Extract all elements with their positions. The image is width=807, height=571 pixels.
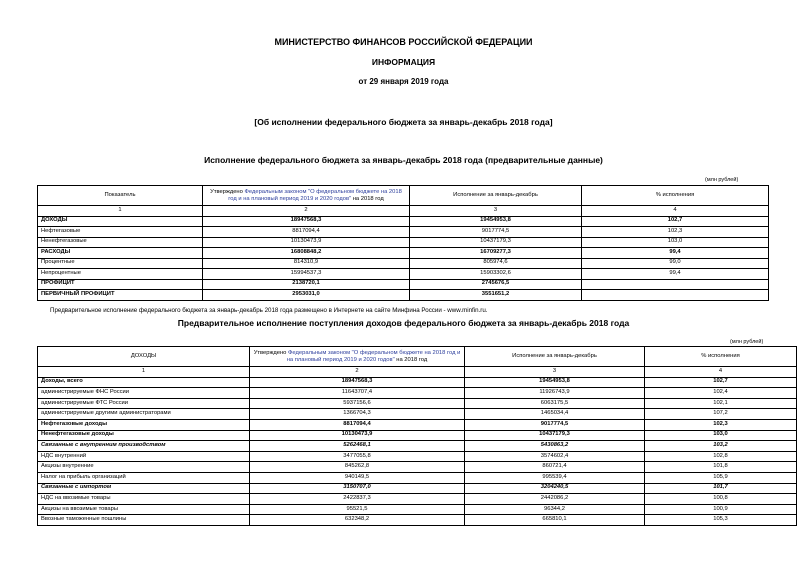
executed-value: 19454953,8 [465, 377, 645, 388]
row-name: ПЕРВИЧНЫЙ ПРОФИЦИТ [38, 290, 203, 301]
table2-body [38, 377, 797, 525]
table-row [38, 430, 797, 441]
percent-value: 102,7 [645, 377, 797, 388]
percent-value: 99,4 [582, 269, 769, 280]
table-row [38, 409, 797, 420]
column-number: 3 [465, 367, 645, 378]
approved-value: 2953031,0 [203, 290, 410, 301]
header-approved: Утверждено Федеральным законом "О федеральном бюджете на 2018 год и на плановый период 2019 и 2020 годов" на 2018 год [203, 186, 410, 206]
table1-title: Исполнение федерального бюджета за январь-декабрь 2018 года (предварительные данные) [204, 155, 603, 165]
header-approved: Утверждено Федеральным законом "О федеральном бюджете на 2018 год и на плановый период 2019 и 2020 годов" на 2018 год [250, 347, 465, 367]
row-name: Непроцентные [38, 269, 203, 280]
row-name: Налог на прибыль организаций [38, 472, 250, 483]
percent-value: 99,0 [582, 258, 769, 269]
percent-value: 103,2 [645, 441, 797, 452]
approved-value: 11643707,4 [250, 388, 465, 399]
approved-value: 16808848,2 [203, 248, 410, 259]
percent-value: 103,0 [645, 430, 797, 441]
header-percent: % исполнения [645, 347, 797, 367]
revenue-execution-table [37, 346, 797, 526]
table-row [38, 462, 797, 473]
row-name: администрируемые ФТС России [38, 398, 250, 409]
row-name: Процентные [38, 258, 203, 269]
row-name: Ненефтегазовые [38, 237, 203, 248]
approved-value: 940149,5 [250, 472, 465, 483]
row-name: Связанные с внутренним производством [38, 441, 250, 452]
executed-value: 9017774,5 [465, 419, 645, 430]
executed-value: 995539,4 [465, 472, 645, 483]
row-name: Доходы, всего [38, 377, 250, 388]
table-row [38, 290, 769, 301]
approved-value: 3150707,0 [250, 483, 465, 494]
row-name: администрируемые ФНС России [38, 388, 250, 399]
row-name: Акцизы на ввозимые товары [38, 504, 250, 515]
column-number: 1 [38, 206, 203, 217]
approved-value: 3477055,8 [250, 451, 465, 462]
percent-value: 100,8 [645, 494, 797, 505]
executed-value: 3204240,5 [465, 483, 645, 494]
table-row [38, 237, 769, 248]
percent-value [582, 279, 769, 290]
executed-value: 10437179,3 [410, 237, 582, 248]
approved-value: 5262468,1 [250, 441, 465, 452]
column-number-row [38, 367, 797, 378]
executed-value: 3551651,2 [410, 290, 582, 301]
table2-title: Предварительное исполнение поступления доходов федерального бюджета за январь-декабрь 2018 года [177, 318, 630, 328]
percent-value: 102,8 [645, 451, 797, 462]
table-row [38, 504, 797, 515]
percent-value: 107,2 [645, 409, 797, 420]
table-row [38, 441, 797, 452]
executed-value: 1465034,4 [465, 409, 645, 420]
column-number: 2 [203, 206, 410, 217]
approved-value: 2138720,1 [203, 279, 410, 290]
row-name: ПРОФИЦИТ [38, 279, 203, 290]
percent-value: 103,0 [582, 237, 769, 248]
row-name: Ввозные таможенные пошлины [38, 515, 250, 526]
percent-value: 105,3 [645, 515, 797, 526]
table-row [38, 419, 797, 430]
percent-value: 102,1 [645, 398, 797, 409]
header-revenues: ДОХОДЫ [38, 347, 250, 367]
table-row [38, 227, 769, 238]
table-row [38, 388, 797, 399]
executed-value: 860721,4 [465, 462, 645, 473]
table-row [38, 279, 769, 290]
table-row [38, 258, 769, 269]
percent-value: 101,8 [645, 462, 797, 473]
approved-value: 95521,5 [250, 504, 465, 515]
approved-value: 15994537,3 [203, 269, 410, 280]
row-name: Акцизы внутренние [38, 462, 250, 473]
percent-value [582, 290, 769, 301]
approved-value: 1366704,3 [250, 409, 465, 420]
approved-value: 10130473,9 [250, 430, 465, 441]
executed-value: 2442086,2 [465, 494, 645, 505]
executed-value: 6063175,5 [465, 398, 645, 409]
table-row [38, 269, 769, 280]
header-percent: % исполнения [582, 186, 769, 206]
table-row [38, 377, 797, 388]
budget-execution-table [37, 185, 769, 301]
row-name: Нефтегазовые [38, 227, 203, 238]
row-name: ДОХОДЫ [38, 216, 203, 227]
row-name: администрируемые другими администраторами [38, 409, 250, 420]
row-name: Ненефтегазовые доходы [38, 430, 250, 441]
ministry-title: МИНИСТЕРСТВО ФИНАНСОВ РОССИЙСКОЙ ФЕДЕРАЦИИ [274, 37, 533, 47]
publication-note: Предварительное исполнение федерального бюджета за январь-декабрь 2018 года размещено в Интернете на сайте Минфина России - www.minfin.ru. [50, 307, 488, 314]
document-subject: [Об исполнении федерального бюджета за январь-декабрь 2018 года] [254, 117, 553, 127]
percent-value: 100,9 [645, 504, 797, 515]
table-header-row [38, 347, 797, 367]
table2-units: (млн рублей) [730, 339, 764, 345]
executed-value: 9017774,5 [410, 227, 582, 238]
table-row [38, 451, 797, 462]
table-row [38, 515, 797, 526]
executed-value: 11926743,9 [465, 388, 645, 399]
federal-law-link[interactable]: Федеральным законом "О федеральном бюджете на 2018 год и на плановый период 2019 и 2020 годов" [228, 188, 402, 202]
approved-value: 18947568,3 [203, 216, 410, 227]
table-header-row [38, 186, 769, 206]
approved-value: 2422837,3 [250, 494, 465, 505]
row-name: Связанные с импортом [38, 483, 250, 494]
approved-value: 814310,9 [203, 258, 410, 269]
row-name: НДС внутренний [38, 451, 250, 462]
executed-value: 2745676,5 [410, 279, 582, 290]
approved-value: 632348,2 [250, 515, 465, 526]
executed-value: 805974,6 [410, 258, 582, 269]
approved-value: 10130473,9 [203, 237, 410, 248]
column-number: 4 [582, 206, 769, 217]
column-number: 1 [38, 367, 250, 378]
header-executed: Исполнение за январь-декабрь [465, 347, 645, 367]
table-row [38, 248, 769, 259]
executed-value: 16709277,3 [410, 248, 582, 259]
executed-value: 19454953,8 [410, 216, 582, 227]
document-date: от 29 января 2019 года [358, 77, 449, 86]
percent-value: 102,3 [645, 419, 797, 430]
approved-value: 8817094,4 [250, 419, 465, 430]
row-name: РАСХОДЫ [38, 248, 203, 259]
column-number: 3 [410, 206, 582, 217]
table1-body [38, 216, 769, 300]
document-type: ИНФОРМАЦИЯ [371, 57, 436, 67]
header-executed: Исполнение за январь-декабрь [410, 186, 582, 206]
approved-value: 5937156,6 [250, 398, 465, 409]
percent-value: 102,7 [582, 216, 769, 227]
table-row [38, 398, 797, 409]
percent-value: 105,9 [645, 472, 797, 483]
federal-law-link[interactable]: Федеральным законом "О федеральном бюджете на 2018 год и на плановый период 2019 и 2020 годов" [286, 349, 461, 363]
executed-value: 3574602,4 [465, 451, 645, 462]
approved-value: 18947568,3 [250, 377, 465, 388]
executed-value: 10437179,3 [465, 430, 645, 441]
percent-value: 101,7 [645, 483, 797, 494]
table-row [38, 494, 797, 505]
approved-value: 8817094,4 [203, 227, 410, 238]
percent-value: 102,4 [645, 388, 797, 399]
column-number: 4 [645, 367, 797, 378]
column-number-row [38, 206, 769, 217]
approved-value: 845262,8 [250, 462, 465, 473]
table-row [38, 216, 769, 227]
percent-value: 102,3 [582, 227, 769, 238]
row-name: Нефтегазовые доходы [38, 419, 250, 430]
header-indicator: Показатель [38, 186, 203, 206]
executed-value: 96344,2 [465, 504, 645, 515]
percent-value: 99,4 [582, 248, 769, 259]
row-name: НДС на ввозимые товары [38, 494, 250, 505]
table-row [38, 483, 797, 494]
table-row [38, 472, 797, 483]
executed-value: 5430863,2 [465, 441, 645, 452]
column-number: 2 [250, 367, 465, 378]
executed-value: 15903302,6 [410, 269, 582, 280]
table1-units: (млн рублей) [705, 177, 739, 183]
executed-value: 665810,1 [465, 515, 645, 526]
